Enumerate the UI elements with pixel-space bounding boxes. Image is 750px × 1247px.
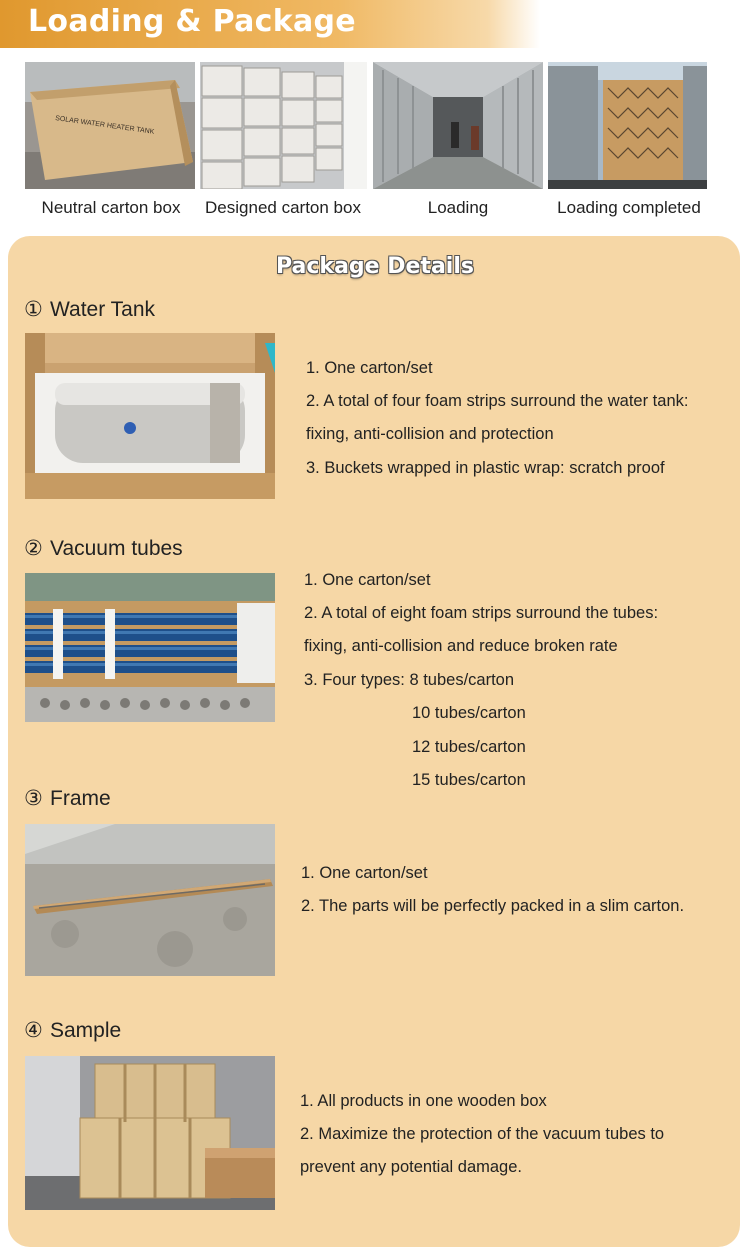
section-number: ④ [24, 1019, 43, 1042]
section-number: ② [24, 537, 43, 560]
vacuum-tubes-line-1: 1. One carton/set [304, 571, 431, 589]
photo-designed-carton [200, 62, 367, 189]
water-tank-line-3: fixing, anti-collision and protection [306, 425, 554, 443]
water-tank-line-1: 1. One carton/set [306, 359, 433, 377]
box-print-text: SOLAR WATER HEATER TANK [54, 115, 155, 136]
section-heading-label: Sample [50, 1019, 122, 1042]
package-details-title: Package Details [276, 254, 474, 279]
caption-neutral-carton: Neutral carton box [41, 198, 181, 217]
photo-loading [373, 62, 543, 189]
water-tank-line-2: 2. A total of four foam strips surround the water tank: [306, 392, 689, 410]
vacuum-tubes-line-7: 15 tubes/carton [412, 771, 526, 789]
sample-line-2: 2. Maximize the protection of the vacuum tubes to [300, 1125, 665, 1143]
section-number: ① [24, 298, 43, 321]
sample-line-1: 1. All products in one wooden box [300, 1092, 547, 1110]
photo-loading-completed [548, 62, 707, 189]
section-heading-label: Frame [50, 787, 111, 810]
photo-vacuum-tubes [25, 573, 275, 722]
section-heading-label: Water Tank [50, 298, 156, 321]
section-heading-frame [24, 786, 111, 811]
water-tank-line-4: 3. Buckets wrapped in plastic wrap: scratch proof [306, 459, 665, 477]
section-heading-water-tank [24, 297, 155, 322]
page-title: Loading & Package [28, 4, 356, 39]
caption-loading: Loading [427, 198, 489, 217]
section-heading-vacuum-tubes [24, 536, 183, 561]
frame-line-1: 1. One carton/set [301, 864, 428, 882]
photo-sample-wooden-box [25, 1056, 275, 1210]
section-heading-label: Vacuum tubes [50, 537, 183, 560]
vacuum-tubes-line-3: fixing, anti-collision and reduce broken rate [304, 637, 618, 655]
sample-line-3: prevent any potential damage. [300, 1158, 522, 1176]
vacuum-tubes-line-5: 10 tubes/carton [412, 704, 526, 722]
vacuum-tubes-line-2: 2. A total of eight foam strips surround the tubes: [304, 604, 659, 622]
photo-water-tank [25, 333, 275, 499]
vacuum-tubes-line-6: 12 tubes/carton [412, 738, 526, 756]
vacuum-tubes-line-4: 3. Four types: 8 tubes/carton [304, 671, 515, 689]
photo-neutral-carton [25, 62, 195, 189]
section-number: ③ [24, 787, 43, 810]
caption-loading-completed: Loading completed [557, 198, 701, 217]
frame-line-2: 2. The parts will be perfectly packed in a slim carton. [301, 897, 685, 915]
photo-frame [25, 824, 275, 976]
caption-designed-carton: Designed carton box [205, 198, 361, 217]
section-heading-sample [24, 1018, 121, 1043]
